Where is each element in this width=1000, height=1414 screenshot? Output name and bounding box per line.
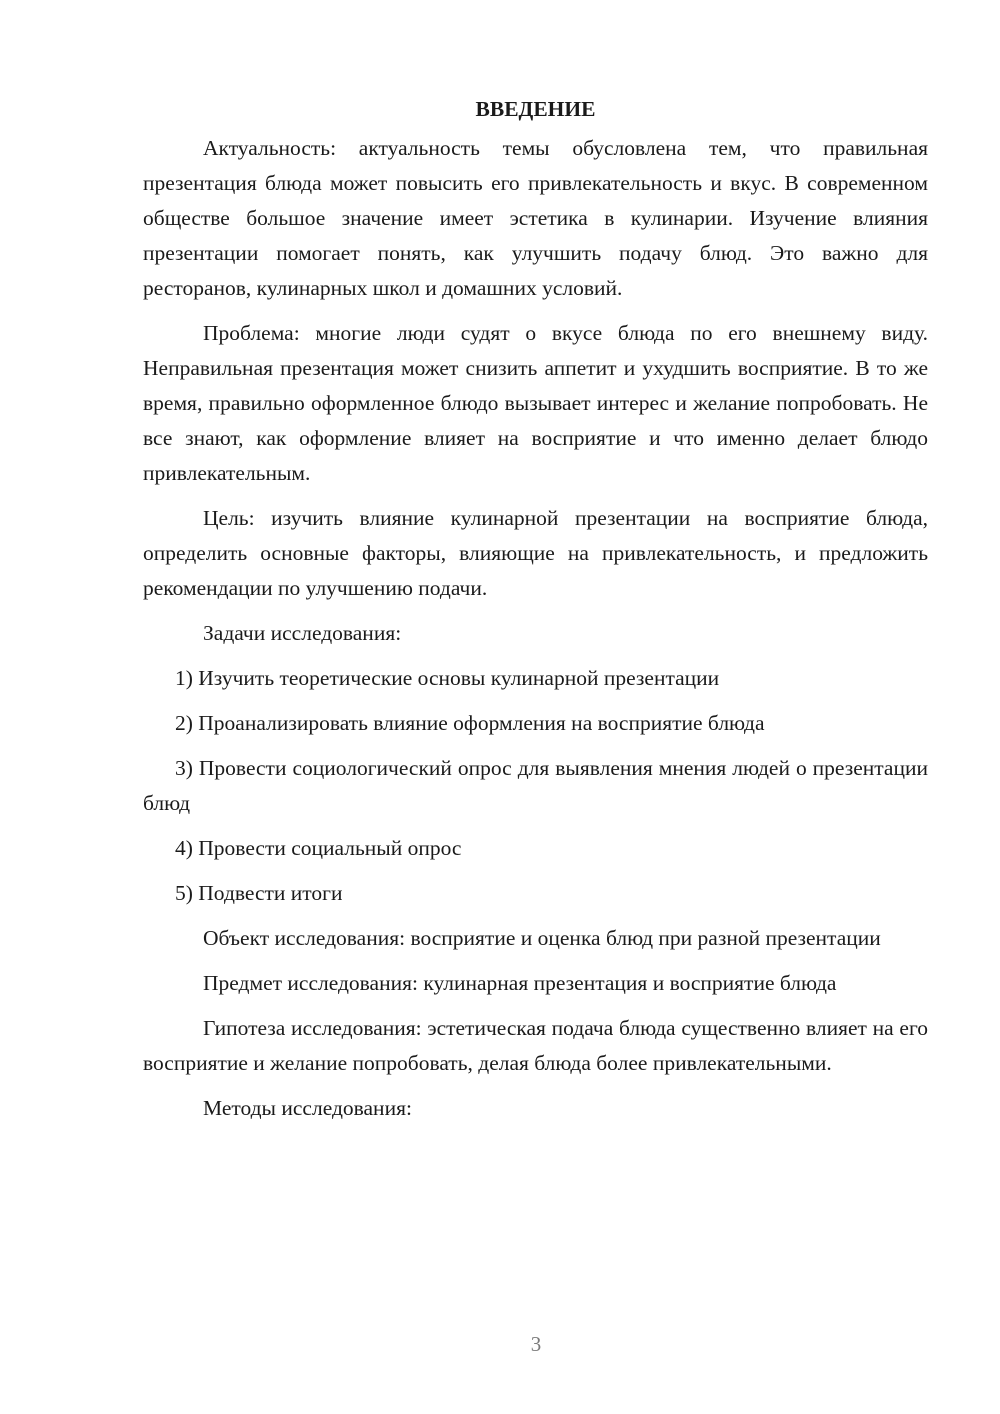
paragraph-subject: Предмет исследования: кулинарная презентация и восприятие блюда xyxy=(203,971,837,995)
task-item-1: 1) Изучить теоретические основы кулинарной презентации xyxy=(175,666,720,690)
task-item-5: 5) Подвести итоги xyxy=(175,881,343,905)
paragraph-relevance: Актуальность: актуальность темы обусловлена тем, что правильная презентация блюда может повысить его привлекательность и вкус. В современном обществе большое значение имеет эстетика в кулинарии. Изучение влияния презентации помогает понять, как улучшить подачу блюд. Это важно для ресторанов, кулинарных школ и домашних условий. xyxy=(143,136,928,300)
page-number: 3 xyxy=(530,1332,542,1356)
paragraph-hypothesis: Гипотеза исследования: эстетическая подача блюда существенно влияет на его восприятие и желание попробовать, делая блюда более привлекательными. xyxy=(143,1016,928,1075)
paragraph-problem: Проблема: многие люди судят о вкусе блюда по его внешнему виду. Неправильная презентация может снизить аппетит и ухудшить восприятие. В то же время, правильно оформленное блюдо вызывает интерес и желание попробовать. Не все знают, как оформление влияет на восприятие и что именно делает блюдо привлекательным. xyxy=(143,321,928,485)
paragraph-tasks-heading: Задачи исследования: xyxy=(203,621,402,645)
task-item-2: 2) Проанализировать влияние оформления на восприятие блюда xyxy=(175,711,765,735)
task-item-3: 3) Провести социологический опрос для выявления мнения людей о презентации блюд xyxy=(143,756,928,815)
document-title: ВВЕДЕНИЕ xyxy=(475,97,596,121)
paragraph-object: Объект исследования: восприятие и оценка блюд при разной презентации xyxy=(203,926,881,950)
document-page xyxy=(143,92,928,1136)
task-item-4: 4) Провести социальный опрос xyxy=(175,836,462,860)
paragraph-goal: Цель: изучить влияние кулинарной презентации на восприятие блюда, определить основные факторы, влияющие на привлекательность, и предложить рекомендации по улучшению подачи. xyxy=(143,506,928,600)
paragraph-methods: Методы исследования: xyxy=(203,1096,412,1120)
